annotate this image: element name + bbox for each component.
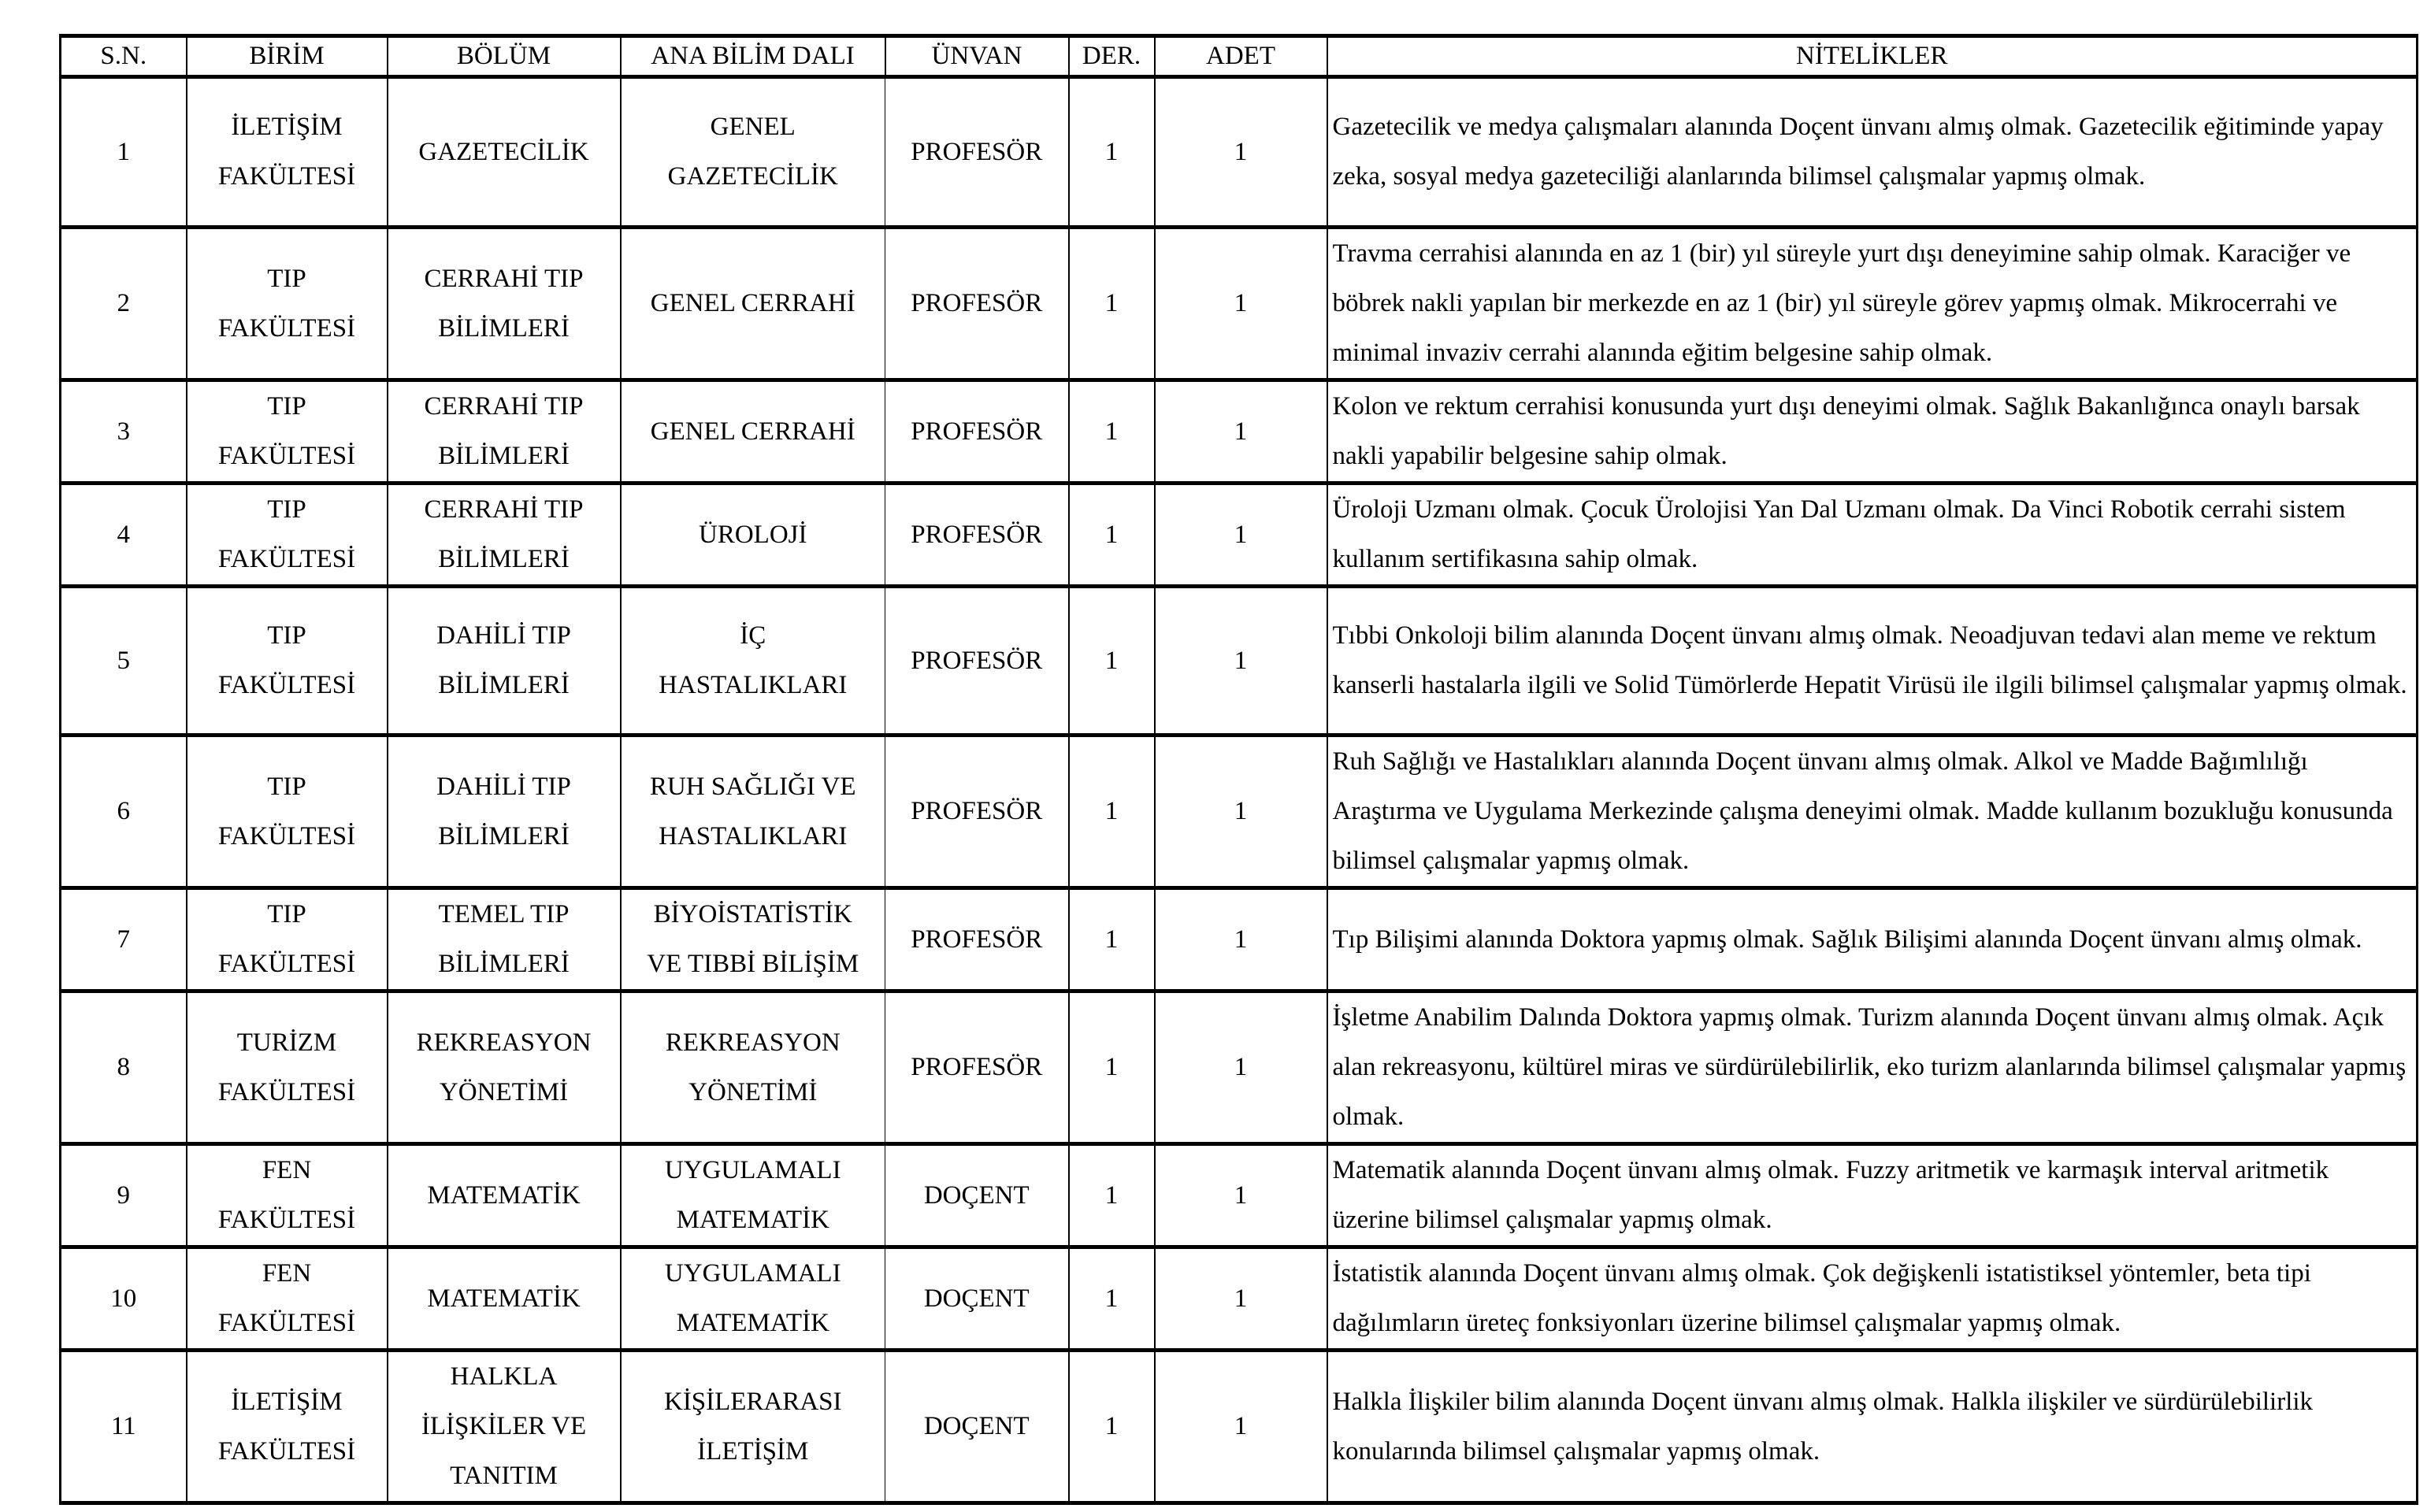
cell-sn: 6 [61, 736, 187, 888]
cell-sn: 2 [61, 228, 187, 380]
cell-nitelikler: Üroloji Uzmanı olmak. Çocuk Ürolojisi Yan Dal Uzmanı olmak. Da Vinci Robotik cerrahi sistem kullanım sertifikasına sahip olmak. [1327, 484, 2418, 587]
table-row [61, 1144, 2418, 1247]
cell-bolum: GAZETECİLİK [388, 77, 621, 228]
cell-adet: 1 [1155, 484, 1327, 587]
cell-sn: 5 [61, 587, 187, 736]
cell-adet: 1 [1155, 888, 1327, 991]
table-row [61, 587, 2418, 736]
table-row [61, 991, 2418, 1144]
cell-adet: 1 [1155, 736, 1327, 888]
header-adet: ADET [1155, 36, 1327, 77]
header-ana-bilim-dali: ANA BİLİM DALI [621, 36, 885, 77]
cell-adet: 1 [1155, 587, 1327, 736]
cell-bolum: MATEMATİK [388, 1144, 621, 1247]
table-row [61, 888, 2418, 991]
cell-ana-bilim-dali: GENEL GAZETECİLİK [621, 77, 885, 228]
cell-birim: FEN FAKÜLTESİ [187, 1144, 388, 1247]
cell-sn: 10 [61, 1247, 187, 1351]
cell-unvan: PROFESÖR [885, 736, 1069, 888]
cell-birim: TIP FAKÜLTESİ [187, 380, 388, 484]
cell-unvan: PROFESÖR [885, 484, 1069, 587]
cell-nitelikler: Tıbbi Onkoloji bilim alanında Doçent ünvanı almış olmak. Neoadjuvan tedavi alan meme ve rektum kanserli hastalarla ilgili ve Solid Tümörlerde Hepatit Virüsü ile ilgili bilimsel çalışmalar yapmış olmak. [1327, 587, 2418, 736]
cell-sn: 7 [61, 888, 187, 991]
cell-birim: TIP FAKÜLTESİ [187, 228, 388, 380]
cell-der: 1 [1069, 991, 1155, 1144]
cell-nitelikler: Matematik alanında Doçent ünvanı almış olmak. Fuzzy aritmetik ve karmaşık interval aritmetik üzerine bilimsel çalışmalar yapmış olmak. [1327, 1144, 2418, 1247]
header-bolum: BÖLÜM [388, 36, 621, 77]
cell-nitelikler: Gazetecilik ve medya çalışmaları alanında Doçent ünvanı almış olmak. Gazetecilik eğitiminde yapay zeka, sosyal medya gazeteciliği alanlarında bilimsel çalışmalar yapmış olmak. [1327, 77, 2418, 228]
cell-unvan: PROFESÖR [885, 991, 1069, 1144]
cell-adet: 1 [1155, 77, 1327, 228]
header-birim: BİRİM [187, 36, 388, 77]
header-unvan: ÜNVAN [885, 36, 1069, 77]
cell-nitelikler: Halkla İlişkiler bilim alanında Doçent ünvanı almış olmak. Halkla ilişkiler ve sürdürülebilirlik konularında bilimsel çalışmalar yapmış olmak. [1327, 1351, 2418, 1503]
cell-ana-bilim-dali: REKREASYON YÖNETİMİ [621, 991, 885, 1144]
cell-birim: TIP FAKÜLTESİ [187, 587, 388, 736]
cell-bolum: MATEMATİK [388, 1247, 621, 1351]
table-row [61, 380, 2418, 484]
table-row [61, 1247, 2418, 1351]
cell-ana-bilim-dali: BİYOİSTATİSTİK VE TIBBİ BİLİŞİM [621, 888, 885, 991]
cell-bolum: DAHİLİ TIP BİLİMLERİ [388, 736, 621, 888]
header-nitelikler: NİTELİKLER [1327, 36, 2418, 77]
cell-bolum: HALKLA İLİŞKİLER VE TANITIM [388, 1351, 621, 1503]
cell-ana-bilim-dali: İÇ HASTALIKLARI [621, 587, 885, 736]
cell-bolum: DAHİLİ TIP BİLİMLERİ [388, 587, 621, 736]
cell-birim: İLETİŞİM FAKÜLTESİ [187, 1351, 388, 1503]
header-row [61, 36, 2418, 77]
cell-sn: 1 [61, 77, 187, 228]
cell-sn: 4 [61, 484, 187, 587]
cell-der: 1 [1069, 228, 1155, 380]
cell-adet: 1 [1155, 991, 1327, 1144]
cell-ana-bilim-dali: KİŞİLERARASI İLETİŞİM [621, 1351, 885, 1503]
cell-unvan: PROFESÖR [885, 587, 1069, 736]
cell-adet: 1 [1155, 380, 1327, 484]
cell-nitelikler: Kolon ve rektum cerrahisi konusunda yurt dışı deneyimi olmak. Sağlık Bakanlığınca onaylı barsak nakli yapabilir belgesine sahip olmak. [1327, 380, 2418, 484]
cell-ana-bilim-dali: RUH SAĞLIĞI VE HASTALIKLARI [621, 736, 885, 888]
cell-der: 1 [1069, 484, 1155, 587]
cell-bolum: TEMEL TIP BİLİMLERİ [388, 888, 621, 991]
cell-der: 1 [1069, 77, 1155, 228]
cell-birim: TURİZM FAKÜLTESİ [187, 991, 388, 1144]
cell-nitelikler: Tıp Bilişimi alanında Doktora yapmış olmak. Sağlık Bilişimi alanında Doçent ünvanı almış olmak. [1327, 888, 2418, 991]
cell-birim: TIP FAKÜLTESİ [187, 888, 388, 991]
cell-birim: TIP FAKÜLTESİ [187, 736, 388, 888]
table-row [61, 228, 2418, 380]
cell-birim: FEN FAKÜLTESİ [187, 1247, 388, 1351]
cell-unvan: PROFESÖR [885, 77, 1069, 228]
cell-der: 1 [1069, 587, 1155, 736]
cell-bolum: CERRAHİ TIP BİLİMLERİ [388, 380, 621, 484]
table-row [61, 1351, 2418, 1503]
cell-der: 1 [1069, 888, 1155, 991]
cell-birim: İLETİŞİM FAKÜLTESİ [187, 77, 388, 228]
cell-sn: 9 [61, 1144, 187, 1247]
header-der: DER. [1069, 36, 1155, 77]
positions-table [59, 34, 2418, 1505]
header-sn: S.N. [61, 36, 187, 77]
cell-unvan: PROFESÖR [885, 888, 1069, 991]
cell-adet: 1 [1155, 1351, 1327, 1503]
cell-sn: 3 [61, 380, 187, 484]
cell-sn: 11 [61, 1351, 187, 1503]
table-row [61, 736, 2418, 888]
cell-ana-bilim-dali: UYGULAMALI MATEMATİK [621, 1144, 885, 1247]
cell-der: 1 [1069, 736, 1155, 888]
cell-adet: 1 [1155, 228, 1327, 380]
cell-der: 1 [1069, 1144, 1155, 1247]
cell-birim: TIP FAKÜLTESİ [187, 484, 388, 587]
cell-nitelikler: Travma cerrahisi alanında en az 1 (bir) yıl süreyle yurt dışı deneyimine sahip olmak. Karaciğer ve böbrek nakli yapılan bir merkezde en az 1 (bir) yıl süreyle görev yapmış olmak. Mikrocerrahi ve minimal invaziv cerrahi alanında eğitim belgesine sahip olmak. [1327, 228, 2418, 380]
cell-ana-bilim-dali: UYGULAMALI MATEMATİK [621, 1247, 885, 1351]
cell-nitelikler: İşletme Anabilim Dalında Doktora yapmış olmak. Turizm alanında Doçent ünvanı almış olmak. Açık alan rekreasyonu, kültürel miras ve sürdürülebilirlik, eko turizm alanlarında bilimsel çalışmalar yapmış olmak. [1327, 991, 2418, 1144]
cell-sn: 8 [61, 991, 187, 1144]
cell-nitelikler: Ruh Sağlığı ve Hastalıkları alanında Doçent ünvanı almış olmak. Alkol ve Madde Bağımlılığı Araştırma ve Uygulama Merkezinde çalışma deneyimi olmak. Madde kullanım bozukluğu konusunda bilimsel çalışmalar yapmış olmak. [1327, 736, 2418, 888]
cell-bolum: CERRAHİ TIP BİLİMLERİ [388, 228, 621, 380]
cell-der: 1 [1069, 1247, 1155, 1351]
cell-nitelikler: İstatistik alanında Doçent ünvanı almış olmak. Çok değişkenli istatistiksel yöntemler, beta tipi dağılımların üreteç fonksiyonları üzerine bilimsel çalışmalar yapmış olmak. [1327, 1247, 2418, 1351]
cell-unvan: PROFESÖR [885, 380, 1069, 484]
cell-ana-bilim-dali: ÜROLOJİ [621, 484, 885, 587]
cell-adet: 1 [1155, 1247, 1327, 1351]
table-row [61, 77, 2418, 228]
cell-ana-bilim-dali: GENEL CERRAHİ [621, 380, 885, 484]
cell-unvan: DOÇENT [885, 1351, 1069, 1503]
cell-der: 1 [1069, 380, 1155, 484]
cell-unvan: DOÇENT [885, 1247, 1069, 1351]
cell-bolum: REKREASYON YÖNETİMİ [388, 991, 621, 1144]
table-row [61, 484, 2418, 587]
cell-bolum: CERRAHİ TIP BİLİMLERİ [388, 484, 621, 587]
cell-adet: 1 [1155, 1144, 1327, 1247]
cell-der: 1 [1069, 1351, 1155, 1503]
cell-unvan: DOÇENT [885, 1144, 1069, 1247]
cell-unvan: PROFESÖR [885, 228, 1069, 380]
cell-ana-bilim-dali: GENEL CERRAHİ [621, 228, 885, 380]
